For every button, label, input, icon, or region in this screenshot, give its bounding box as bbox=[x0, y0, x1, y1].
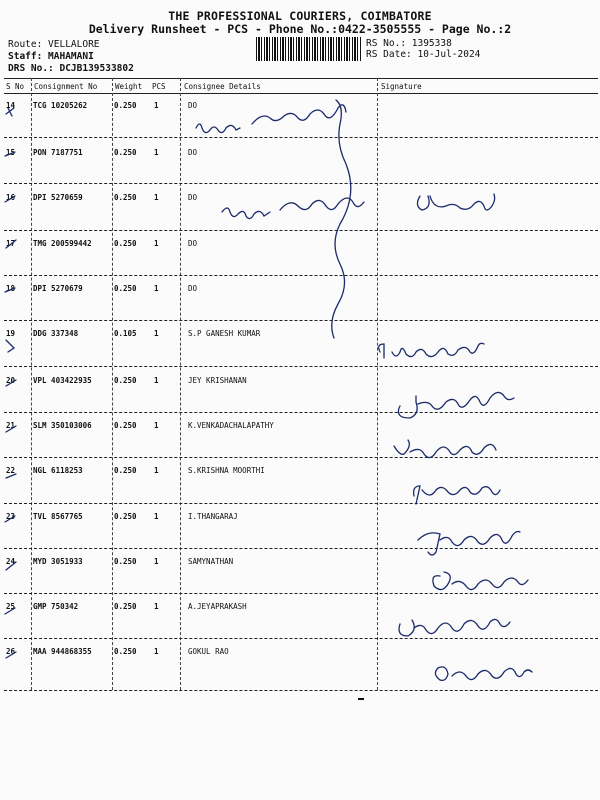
row-sno: 17 bbox=[6, 239, 16, 248]
row-pcs: 1 bbox=[154, 376, 159, 385]
row-consignment: TCG 10205262 bbox=[33, 101, 88, 110]
row-details: K.VENKADACHALAPATHY bbox=[188, 421, 274, 430]
row-pcs: 1 bbox=[154, 647, 159, 656]
row-consignment: SLM 350103006 bbox=[33, 421, 92, 430]
row-weight: 0.250 bbox=[114, 101, 137, 110]
row-consignment: TVL 8567765 bbox=[33, 512, 83, 521]
row-details: S.KRISHNA MOORTHI bbox=[188, 466, 265, 475]
row-sno: 23 bbox=[6, 512, 16, 521]
col-header-signature: Signature bbox=[381, 82, 422, 91]
row-details: DO bbox=[188, 193, 198, 202]
row-details: A.JEYAPRAKASH bbox=[188, 602, 247, 611]
row-sno: 16 bbox=[6, 193, 16, 202]
row-weight: 0.250 bbox=[114, 602, 137, 611]
row-pcs: 1 bbox=[154, 557, 159, 566]
row-details: S.P GANESH KUMAR bbox=[188, 329, 261, 338]
row-pcs: 1 bbox=[154, 421, 159, 430]
row-pcs: 1 bbox=[154, 239, 159, 248]
row-details: I.THANGARAJ bbox=[188, 512, 238, 521]
row-pcs: 1 bbox=[154, 148, 159, 157]
runsheet-subtitle: Delivery Runsheet - PCS - Phone No.:0422-3505555 - Page No.:2 bbox=[88, 22, 512, 36]
row-details: JEY KRISHANAN bbox=[188, 376, 247, 385]
row-consignment: NGL 6118253 bbox=[33, 466, 83, 475]
company-title: THE PROFESSIONAL COURIERS, COIMBATORE bbox=[168, 9, 432, 23]
row-sno: 20 bbox=[6, 376, 16, 385]
row-weight: 0.250 bbox=[114, 512, 137, 521]
row-weight: 0.250 bbox=[114, 148, 137, 157]
row-pcs: 1 bbox=[154, 466, 159, 475]
row-pcs: 1 bbox=[154, 329, 159, 338]
row-consignment: DPI 5270659 bbox=[33, 193, 83, 202]
row-weight: 0.250 bbox=[114, 376, 137, 385]
col-header-sno: S No bbox=[6, 82, 25, 91]
row-weight: 0.250 bbox=[114, 557, 137, 566]
scan-mark bbox=[358, 698, 364, 700]
row-sno: 18 bbox=[6, 284, 16, 293]
row-sno: 15 bbox=[6, 148, 16, 157]
row-weight: 0.250 bbox=[114, 421, 137, 430]
row-details: SAMYNATHAN bbox=[188, 557, 234, 566]
route-label: Route: VELLALORE bbox=[8, 39, 100, 50]
drs-number: DRS No.: DCJB139533802 bbox=[8, 63, 134, 74]
col-header-details: Consignee Details bbox=[184, 82, 261, 91]
row-pcs: 1 bbox=[154, 101, 159, 110]
row-weight: 0.250 bbox=[114, 466, 137, 475]
row-weight: 0.250 bbox=[114, 239, 137, 248]
row-weight: 0.250 bbox=[114, 193, 137, 202]
row-consignment: VPL 403422935 bbox=[33, 376, 92, 385]
row-details: DO bbox=[188, 239, 198, 248]
row-sno: 26 bbox=[6, 647, 16, 656]
staff-label: Staff: MAHAMANI bbox=[8, 51, 94, 62]
row-consignment: DDG 337348 bbox=[33, 329, 79, 338]
row-consignment: TMG 200599442 bbox=[33, 239, 92, 248]
row-sno: 19 bbox=[6, 329, 16, 338]
row-details: DO bbox=[188, 101, 198, 110]
row-pcs: 1 bbox=[154, 602, 159, 611]
row-consignment: DPI 5270679 bbox=[33, 284, 83, 293]
row-details: DO bbox=[188, 284, 198, 293]
row-details: DO bbox=[188, 148, 198, 157]
row-pcs: 1 bbox=[154, 284, 159, 293]
row-consignment: PON 7187751 bbox=[33, 148, 83, 157]
row-sno: 25 bbox=[6, 602, 16, 611]
row-weight: 0.250 bbox=[114, 647, 137, 656]
col-header-weight: Weight bbox=[115, 82, 143, 91]
rs-date: RS Date: 10-Jul-2024 bbox=[366, 49, 481, 60]
row-pcs: 1 bbox=[154, 512, 159, 521]
row-consignment: MAA 944868355 bbox=[33, 647, 92, 656]
row-sno: 21 bbox=[6, 421, 16, 430]
row-consignment: GMP 750342 bbox=[33, 602, 79, 611]
row-weight: 0.105 bbox=[114, 329, 137, 338]
row-weight: 0.250 bbox=[114, 284, 137, 293]
row-sno: 22 bbox=[6, 466, 16, 475]
row-sno: 14 bbox=[6, 101, 16, 110]
col-header-pcs: PCS bbox=[152, 82, 166, 91]
col-header-consignment: Consignment No bbox=[34, 82, 98, 91]
rs-number: RS No.: 1395338 bbox=[366, 38, 452, 49]
row-pcs: 1 bbox=[154, 193, 159, 202]
row-details: GOKUL RAO bbox=[188, 647, 229, 656]
row-consignment: MYD 3051933 bbox=[33, 557, 83, 566]
row-sno: 24 bbox=[6, 557, 16, 566]
